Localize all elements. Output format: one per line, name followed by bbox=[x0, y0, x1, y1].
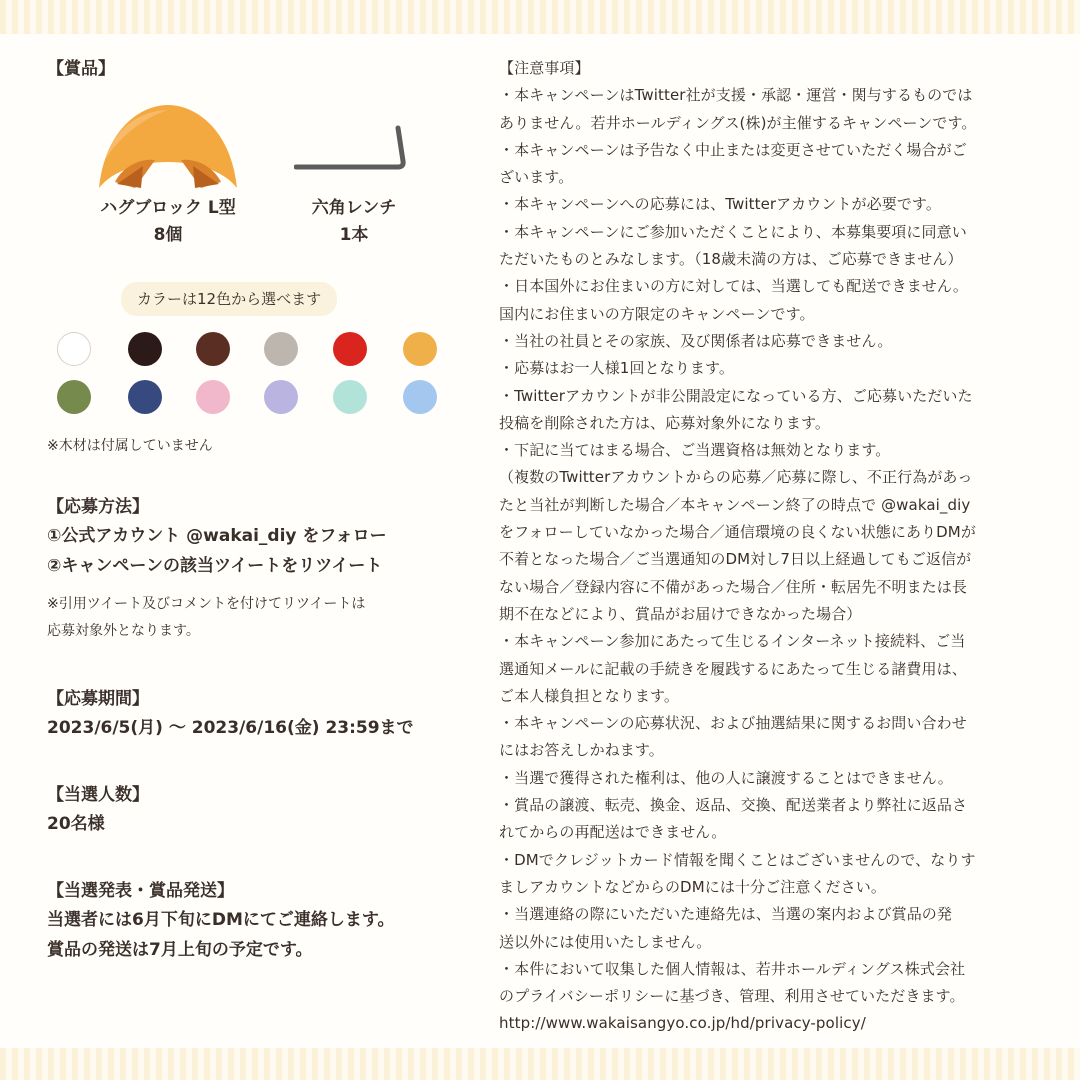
entry-step-retweet: ②キャンペーンの該当ツイートをリツイート bbox=[47, 556, 383, 576]
color-swatch bbox=[264, 332, 298, 366]
color-swatch bbox=[196, 380, 230, 414]
winners-value: 20名様 bbox=[47, 814, 105, 834]
notice-line: （複数のTwitterアカウントからの応募／応募に際し、不正行為があっ bbox=[499, 468, 973, 487]
color-swatch bbox=[403, 332, 437, 366]
color-swatch bbox=[128, 380, 162, 414]
notice-line: にはお答えしかねます。 bbox=[499, 741, 664, 760]
notice-line: ・本キャンペーンは予告なく中止または変更させていただく場合がご bbox=[499, 140, 967, 159]
winners-heading: 【当選人数】 bbox=[47, 785, 149, 805]
prize-item-count: 1本 bbox=[339, 225, 369, 245]
announce-heading: 【当選発表・賞品発送】 bbox=[47, 881, 234, 901]
prize-item-block bbox=[83, 95, 253, 249]
prize-section bbox=[47, 55, 467, 255]
entry-heading: 【応募方法】 bbox=[47, 497, 149, 517]
notice-line: をフォローしていなかった場合／通信環境の良くない状態にありDMが bbox=[499, 523, 976, 542]
top-stripe-band bbox=[0, 0, 1080, 34]
notice-line: 期不在などにより、賞品がお届けできなかった場合） bbox=[499, 604, 862, 623]
notice-line: ・当選で獲得された権利は、他の人に譲渡することはできません。 bbox=[499, 768, 953, 787]
prize-item-name: 六角レンチ bbox=[311, 198, 397, 218]
notice-line: ・下記に当てはまる場合、ご当選資格は無効となります。 bbox=[499, 441, 891, 460]
notice-line: ありません。若井ホールディングス(株)が主催するキャンペーンです。 bbox=[499, 113, 977, 132]
period-heading: 【応募期間】 bbox=[47, 689, 149, 709]
notice-line: ざいます。 bbox=[499, 168, 574, 187]
notice-line: ・賞品の譲渡、転売、換金、返品、交換、配送業者より弊社に返品さ bbox=[499, 796, 968, 815]
color-swatch bbox=[128, 332, 162, 366]
notice-line: 送以外には使用いたしません。 bbox=[499, 932, 712, 951]
winners-section bbox=[47, 781, 149, 839]
prize-heading: 【賞品】 bbox=[47, 59, 115, 79]
period-value: 2023/6/5(月) 〜 2023/6/16(金) 23:59まで bbox=[47, 718, 414, 738]
period-section bbox=[47, 685, 414, 743]
prize-item-name: ハグブロック L型 bbox=[100, 198, 236, 218]
notice-line: たと当社が判断した場合／本キャンペーン終了の時点で @wakai_diy bbox=[499, 495, 971, 514]
notice-line[interactable]: http://www.wakaisangyo.co.jp/hd/privacy-policy/ bbox=[499, 1014, 866, 1033]
notice-line: ・本キャンペーンの応募状況、および抽選結果に関するお問い合わせ bbox=[499, 714, 967, 733]
notice-line: 投稿を削除された方は、応募対象外になります。 bbox=[499, 413, 831, 432]
announce-section bbox=[47, 877, 395, 965]
notice-line: 不着となった場合／ご当選通知のDM対し7日以上経過してもご返信が bbox=[499, 550, 972, 569]
notice-line: ・本キャンペーンはTwitter社が支援・承認・運営・関与するものでは bbox=[499, 86, 973, 105]
notice-line: ましアカウントなどからのDMには十分ご注意ください。 bbox=[499, 877, 886, 896]
prize-item-wrench bbox=[279, 95, 429, 249]
notice-line: ない場合／登録内容に不備があった場合／住所・転居先不明または長 bbox=[499, 577, 967, 596]
color-swatch bbox=[57, 380, 91, 414]
color-swatch bbox=[333, 332, 367, 366]
notices-heading: 【注意事項】 bbox=[499, 59, 590, 77]
notices-list bbox=[499, 82, 1055, 1037]
notice-line: ・当社の社員とその家族、及び関係者は応募できません。 bbox=[499, 331, 893, 350]
notice-line: ・本キャンペーンにご参加いただくことにより、本募集要項に同意い bbox=[499, 222, 967, 241]
notice-line: 国内にお住まいの方限定のキャンペーンです。 bbox=[499, 304, 815, 323]
color-swatch bbox=[333, 380, 367, 414]
entry-method-section bbox=[47, 493, 387, 645]
prize-item-count: 8個 bbox=[153, 225, 183, 245]
color-swatch bbox=[196, 332, 230, 366]
color-swatch bbox=[403, 380, 437, 414]
announce-line: 当選者には6月下旬にDMにてご連絡します。 bbox=[47, 910, 395, 930]
color-swatch bbox=[264, 380, 298, 414]
color-count-badge: カラーは12色から選べます bbox=[121, 282, 337, 316]
wood-note: ※木材は付属していません bbox=[47, 438, 213, 454]
notice-line: ただいたものとみなします。（18歳未満の方は、ご応募できません） bbox=[499, 250, 963, 269]
notices-section bbox=[499, 55, 1055, 1038]
announce-line: 賞品の発送は7月上旬の予定です。 bbox=[47, 940, 313, 960]
notice-line: ・本件において収集した個人情報は、若井ホールディングス株式会社 bbox=[499, 959, 966, 978]
entry-note-line: ※引用ツイート及びコメントを付けてリツイートは bbox=[47, 596, 366, 612]
entry-note-line: 応募対象外となります。 bbox=[47, 623, 200, 639]
notice-line: ご本人様負担となります。 bbox=[499, 686, 680, 705]
notice-line: ・本キャンペーンへの応募には、Twitterアカウントが必要です。 bbox=[499, 195, 941, 214]
notice-line: のプライバシーポリシーに基づき、管理、利用させていただきます。 bbox=[499, 987, 965, 1006]
notice-line: ・日本国外にお住まいの方に対しては、当選しても配送できません。 bbox=[499, 277, 969, 296]
entry-step-follow: ①公式アカウント @wakai_diy をフォロー bbox=[47, 526, 387, 546]
notice-line: ・DMでクレジットカード情報を聞くことはございませんので、なりす bbox=[499, 850, 976, 869]
notice-line: ・応募はお一人様1回となります。 bbox=[499, 359, 734, 378]
notice-line: れてからの再配送はできません。 bbox=[499, 823, 727, 842]
bottom-stripe-band bbox=[0, 1048, 1080, 1080]
notice-line: 選通知メールに記載の手続きを履践するにあたって生じる諸費用は、 bbox=[499, 659, 967, 678]
left-column bbox=[47, 55, 467, 960]
notice-line: ・Twitterアカウントが非公開設定になっている方、ご応募いただいた bbox=[499, 386, 973, 405]
notice-line: ・本キャンペーン参加にあたって生じるインターネット接続料、ご当 bbox=[499, 632, 966, 651]
notice-line: ・当選連絡の際にいただいた連絡先は、当選の案内および賞品の発 bbox=[499, 905, 953, 924]
color-swatch bbox=[57, 332, 91, 366]
